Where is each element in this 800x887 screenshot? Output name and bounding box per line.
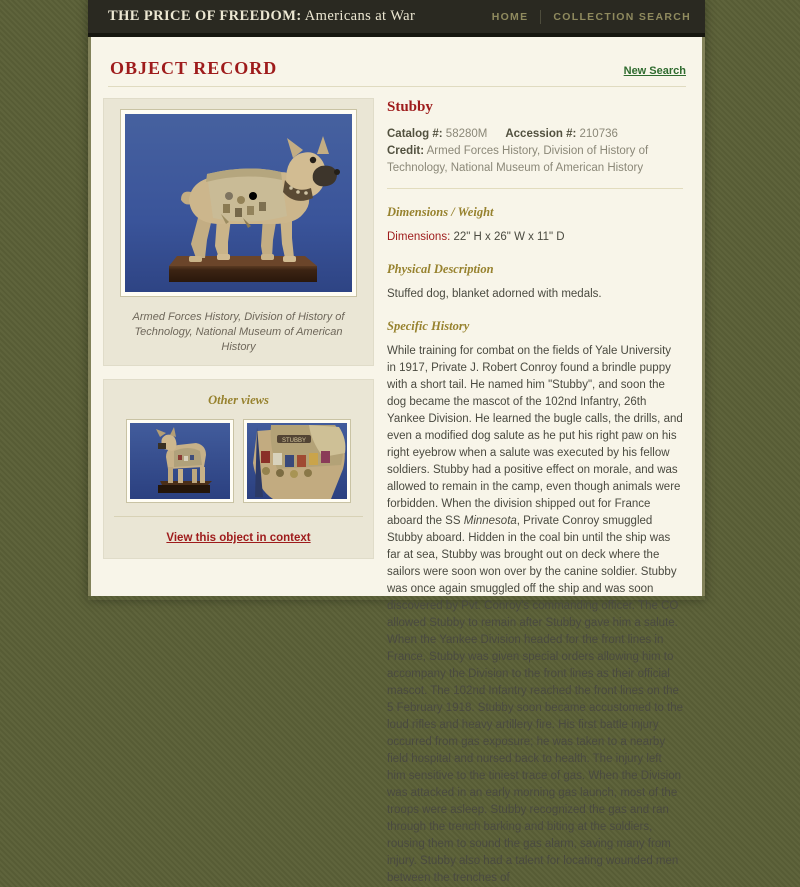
credit-line xyxy=(387,143,683,177)
content-area xyxy=(88,37,705,884)
view-in-context-link[interactable]: View this object in context xyxy=(166,532,311,544)
catalog-accession-line xyxy=(387,126,683,143)
object-title: Stubby xyxy=(387,99,433,115)
specific-history-heading: Specific History xyxy=(387,319,470,333)
views-divider xyxy=(114,516,363,517)
site-title xyxy=(108,8,415,25)
accession-label: Accession #: xyxy=(505,128,577,140)
right-column xyxy=(374,98,695,887)
page-title: OBJECT RECORD xyxy=(110,58,278,78)
thumbnail-front-view[interactable] xyxy=(126,419,234,503)
main-photo-panel xyxy=(103,98,374,366)
svg-text:STUBBY: STUBBY xyxy=(281,438,307,444)
nav-collection-search-link[interactable]: COLLECTION SEARCH xyxy=(553,10,691,23)
nav-separator xyxy=(540,10,541,24)
physical-description-text: Stuffed dog, blanket adorned with medals. xyxy=(387,288,602,300)
meta-divider xyxy=(387,188,683,189)
new-search-link[interactable]: New Search xyxy=(623,65,686,77)
thumbnail-blanket-medals-image xyxy=(247,423,347,499)
site-header xyxy=(88,0,705,37)
main-photo-stubby-dog xyxy=(125,114,352,292)
dimensions-label: Dimensions: xyxy=(387,231,451,243)
specific-history-text: While training for combat on the fields of Yale University in 1917, Private J. Robert Conroy found a brindle puppy with a short tail. He named him "Stubby", and soon the dog became the mascot of the 102nd Infantry, 26th Yankee Division. He learned the bugle calls, the drills, and even a modified dog salute as he put his right paw on his right eyebrow when a salute was executed by his fellow soldiers. Stubby had a positive effect on morale, and was allowed to remain in the camp, even though animals were forbidden. When the division shipped out for France aboard the SS Minnesota, Private Conroy smuggled Stubby aboard. Hidden in the coal bin until the ship was far at sea, Stubby was brought out on deck where the sailors were soon won over by the canine soldier. Stubby was once again smuggled off the ship and was soon discovered by Pvt. Conroy's commanding officer. The CO allowed Stubby to remain after Stubby gave him a salute. When the Yankee Division headed for the front lines in France, Stubby was given special orders allowing him to accompany the Division to the front lines as their official mascot. The 102nd Infantry reached the front lines on the 5 February 1918. Stubby soon became accustomed to the loud rifles and heavy artillery fire. His first battle injury occurred from gas exposure; he was taken to a nearby field hospital and nursed back to health. The injury left him sensitive to the tiniest trace of gas. When the Division was attacked in an early morning gas launch, most of the troops were asleep. Stubby recognized the gas and ran through the trench barking and biting at the soldiers, rousing them to sound the gas alarm, saving many from injury. Stubby also had a talent for locating wounded men between the trenches of xyxy=(387,345,683,884)
thumbnail-row xyxy=(104,419,373,503)
record-header xyxy=(91,58,702,79)
thumbnail-front-view-image xyxy=(130,423,230,499)
catalog-label: Catalog #: xyxy=(387,128,443,140)
dimensions-heading: Dimensions / Weight xyxy=(387,205,494,219)
physical-description-heading: Physical Description xyxy=(387,262,494,276)
site-nav xyxy=(492,10,691,24)
accession-value: 210736 xyxy=(579,128,618,140)
other-views-heading: Other views xyxy=(208,393,269,407)
main-photo-frame xyxy=(120,109,357,297)
other-views-panel xyxy=(103,379,374,559)
credit-label: Credit: xyxy=(387,145,425,157)
columns xyxy=(91,87,702,887)
site-title-subtitle: Americans at War xyxy=(301,8,416,24)
catalog-value: 58280M xyxy=(445,128,488,140)
credit-value: Armed Forces History, Division of History of Technology, National Museum of American History xyxy=(387,145,649,174)
left-column xyxy=(103,98,374,887)
nav-home-link[interactable]: HOME xyxy=(491,10,529,23)
dimensions-line xyxy=(387,229,683,246)
main-photo-caption: Armed Forces History, Division of History of Technology, National Museum of American History xyxy=(132,311,345,353)
dimensions-value: 22" H x 26" W x 11" D xyxy=(453,231,565,243)
site-title-main: THE PRICE OF FREEDOM: xyxy=(108,8,302,24)
page-container xyxy=(88,0,705,884)
thumbnail-blanket-medals-closeup[interactable] xyxy=(243,419,351,503)
